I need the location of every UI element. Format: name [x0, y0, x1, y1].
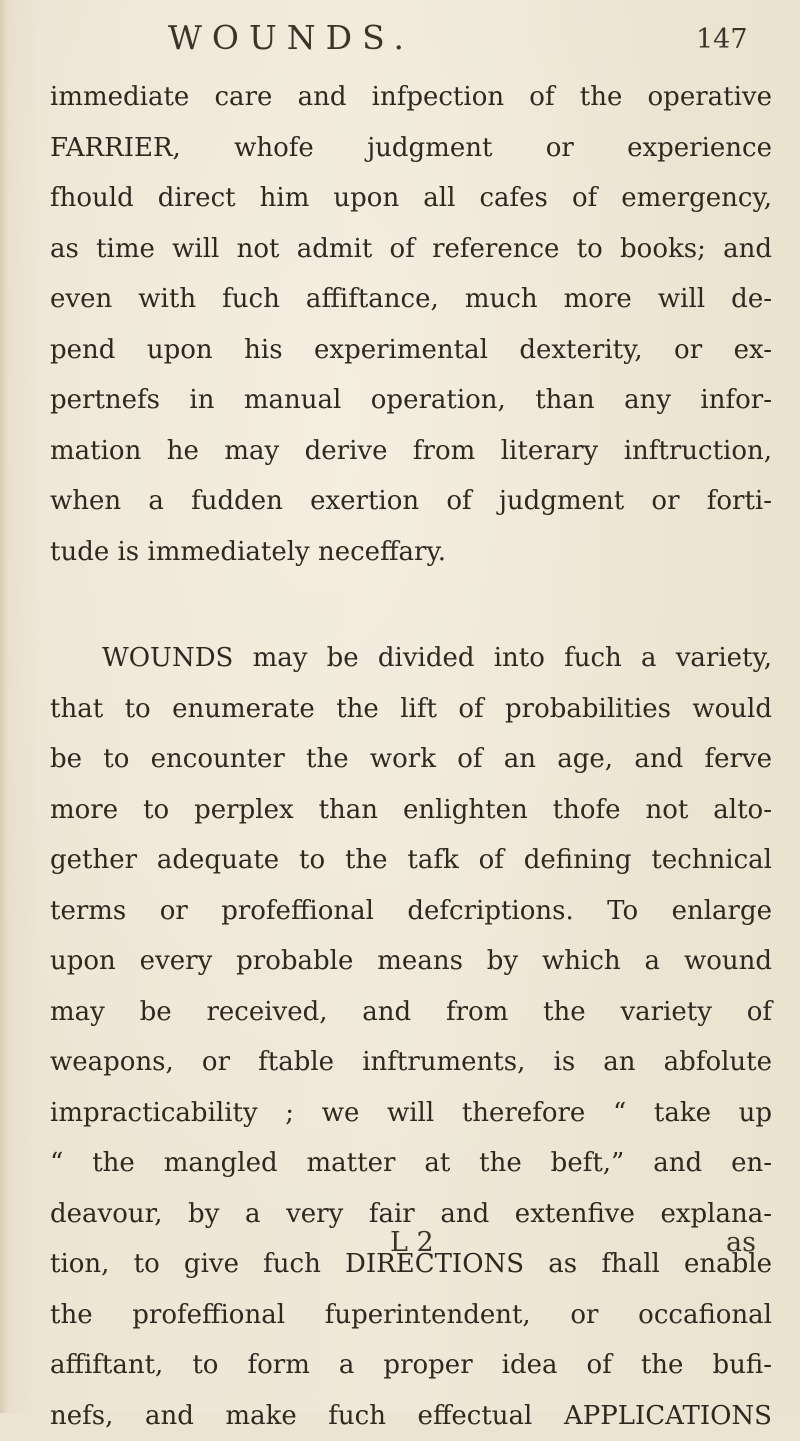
text-line: nefs, and make fuch effectual APPLICATIONS [50, 1391, 772, 1441]
signature-mark: L 2 [390, 1227, 434, 1258]
text-line: upon every probable means by which a wound [50, 936, 772, 987]
running-head [0, 18, 800, 68]
text-line: pertnefs in manual operation, than any infor- [50, 375, 772, 426]
paragraph-1 [50, 72, 772, 577]
text-line: when a fudden exertion of judgment or forti- [50, 476, 772, 527]
text-line: WOUNDS may be divided into fuch a variety, [50, 633, 772, 684]
text-line: mation he may derive from literary inftruction, [50, 426, 772, 477]
paragraph-gap [50, 577, 772, 633]
text-line: as time will not admit of reference to books; and [50, 224, 772, 275]
text-line: may be received, and from the variety of [50, 987, 772, 1038]
text-line: tude is immediately neceffary. [50, 527, 772, 578]
text-line: deavour, by a very fair and extenfive explana- [50, 1189, 772, 1240]
text-line: pend upon his experimental dexterity, or ex- [50, 325, 772, 376]
text-line: more to perplex than enlighten thofe not alto- [50, 785, 772, 836]
text-line: be to encounter the work of an age, and ferve [50, 734, 772, 785]
text-line: gether adequate to the tafk of defining technical [50, 835, 772, 886]
text-line: the profeffional fuperintendent, or occafional [50, 1290, 772, 1341]
text-line: fhould direct him upon all cafes of emergency, [50, 173, 772, 224]
text-line: affiftant, to form a proper idea of the bufi- [50, 1340, 772, 1391]
text-line: that to enumerate the lift of probabilities would [50, 684, 772, 735]
text-line: tion, to give fuch DIRECTIONS as fhall enable [50, 1239, 772, 1290]
text-line: even with fuch affiftance, much more will de- [50, 274, 772, 325]
text-line: FARRIER, whofe judgment or experience [50, 123, 772, 174]
text-line: “ the mangled matter at the beft,” and en- [50, 1138, 772, 1189]
page-footer [0, 1227, 800, 1267]
page-gutter-shadow [0, 0, 8, 1413]
paragraph-2 [50, 633, 772, 1441]
catchword: as [726, 1227, 756, 1258]
text-line: immediate care and infpection of the operative [50, 72, 772, 123]
text-line: weapons, or ftable inftruments, is an abfolute [50, 1037, 772, 1088]
text-line: impracticability ; we will therefore “ take up [50, 1088, 772, 1139]
page-number: 147 [696, 24, 748, 55]
running-head-title: WOUNDS. [168, 18, 414, 57]
text-line: terms or profeffional defcriptions. To enlarge [50, 886, 772, 937]
